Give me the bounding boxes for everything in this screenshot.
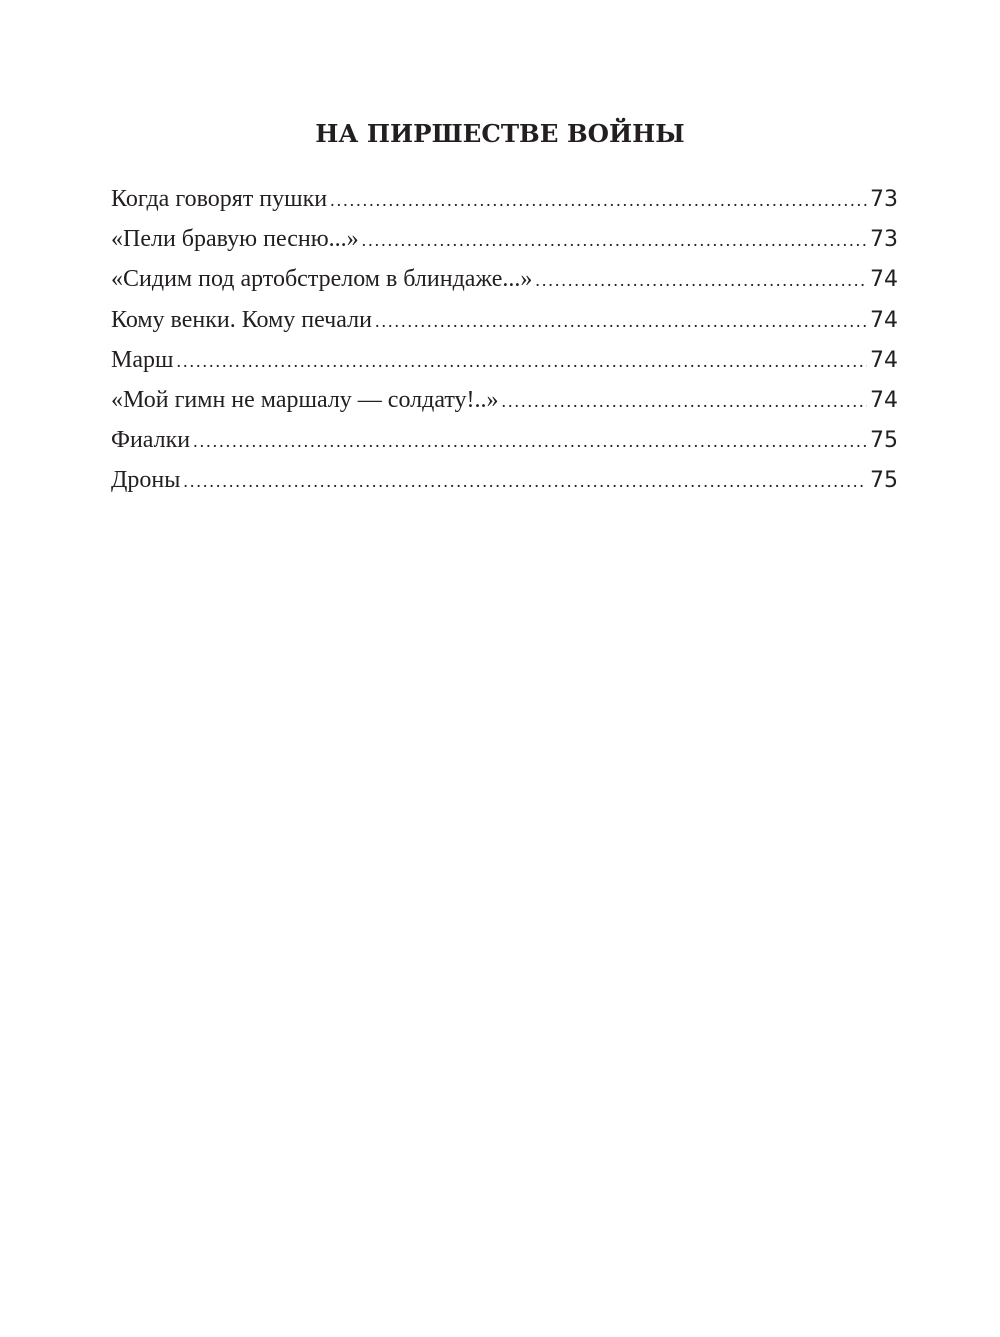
- toc-dot-leader: [330, 180, 867, 220]
- toc-dot-leader: [193, 421, 867, 461]
- toc-entry: [111, 420, 898, 460]
- toc-entry: [111, 179, 898, 219]
- toc-entry: [111, 380, 898, 420]
- toc-entry-page: 74: [870, 307, 898, 333]
- toc-entry-title: Когда говорят пушки: [111, 186, 328, 212]
- toc-entry-page: 74: [870, 267, 898, 293]
- toc-dot-leader: [362, 220, 867, 260]
- toc-entry-title: Кому венки. Кому печали: [111, 306, 372, 333]
- toc-entry-title: Дроны: [111, 467, 181, 494]
- toc-entry: [111, 340, 898, 380]
- toc-entry-title: Марш: [111, 346, 174, 373]
- toc-entry-title: «Сидим под артобстрелом в блиндаже...»: [111, 266, 533, 293]
- toc-entry-page: 75: [870, 428, 898, 454]
- toc-dot-leader: [535, 260, 867, 300]
- toc-dot-leader: [183, 461, 867, 501]
- toc-entry-page: 74: [870, 387, 898, 413]
- toc-entry-page: 74: [870, 347, 898, 373]
- toc-entry: [111, 460, 898, 500]
- toc-entry-title: «Мой гимн не маршалу — солдату!..»: [111, 386, 499, 413]
- toc-entry-title: Фиалки: [111, 427, 191, 454]
- toc-dot-leader: [176, 341, 867, 381]
- toc-entry-page: 73: [870, 187, 898, 212]
- toc-entry-page: 75: [870, 468, 898, 494]
- toc-dot-leader: [375, 301, 867, 341]
- section-title: НА ПИРШЕСТВЕ ВОЙНЫ: [315, 119, 685, 148]
- table-of-contents: [111, 179, 898, 501]
- toc-entry-page: 73: [870, 227, 898, 253]
- toc-entry: [111, 300, 898, 340]
- toc-entry: [111, 219, 898, 259]
- toc-entry: [111, 259, 898, 299]
- toc-dot-leader: [502, 381, 867, 421]
- toc-entry-title: «Пели бравую песню...»: [111, 226, 359, 253]
